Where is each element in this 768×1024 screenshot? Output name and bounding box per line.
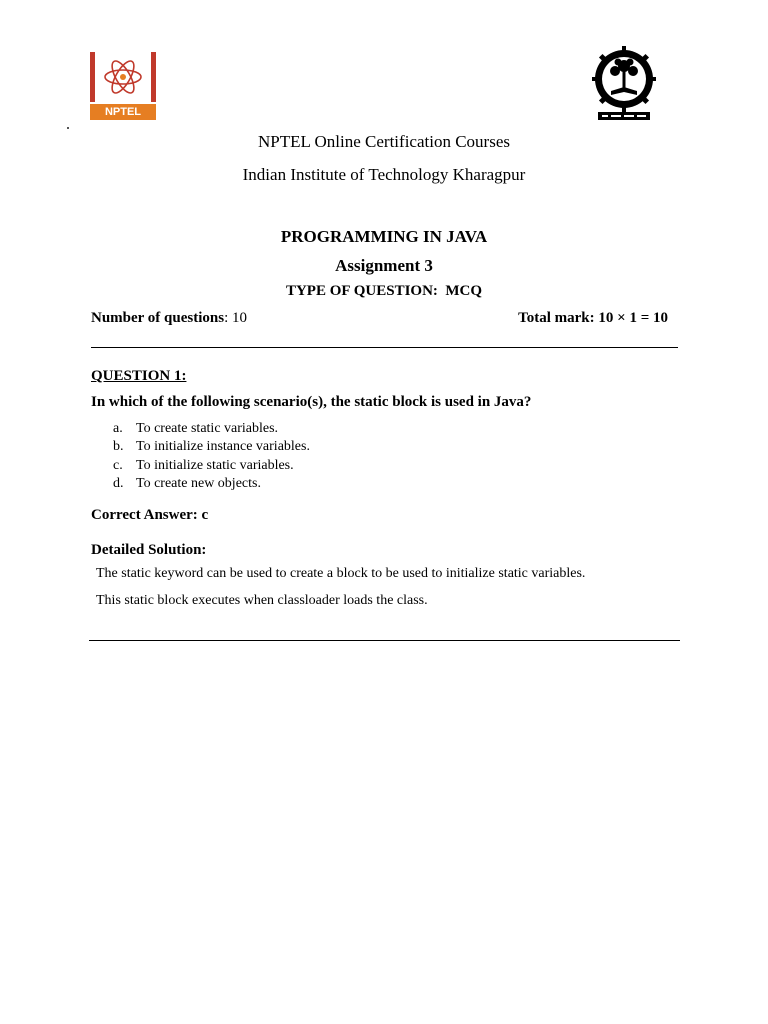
option-text: To create static variables. (136, 421, 279, 436)
option-letter: d. (113, 475, 124, 491)
number-of-questions-value: : 10 (224, 310, 247, 326)
options-list (113, 420, 310, 493)
separator-line (91, 347, 678, 348)
nptel-emblem-icon (99, 54, 147, 100)
solution-heading: Detailed Solution: (91, 542, 207, 558)
assignment-title: Assignment 3 (335, 256, 433, 275)
separator-line (89, 640, 680, 641)
option-letter: b. (113, 439, 124, 455)
option-a (113, 420, 310, 438)
question-text: In which of the following scenario(s), the static block is used in Java? (91, 394, 532, 410)
iit-kharagpur-emblem-icon (592, 46, 656, 122)
option-c (113, 457, 310, 475)
number-of-questions-label: Number of questions (91, 310, 225, 326)
option-letter: c. (113, 457, 123, 473)
question-type: TYPE OF QUESTION: MCQ (285, 283, 483, 299)
solution-text-line: The static keyword can be used to create a block to be used to initialize static variables. (96, 566, 586, 581)
correct-answer: Correct Answer: c (91, 507, 209, 523)
option-text: To create new objects. (136, 475, 261, 491)
solution-text-line: This static block executes when classloader loads the class. (96, 593, 428, 608)
institute-name: Indian Institute of Technology Kharagpur (242, 165, 526, 184)
option-letter: a. (113, 421, 123, 436)
question-label: QUESTION 1: (91, 368, 187, 384)
option-b (113, 438, 310, 456)
logo-bar-right (151, 52, 156, 102)
number-of-questions (91, 310, 247, 327)
total-mark: Total mark: 10 × 1 = 10 (518, 310, 668, 326)
option-d (113, 475, 310, 493)
logo-bar-left (90, 52, 95, 102)
org-name: NPTEL Online Certification Courses (258, 132, 510, 151)
nptel-logo-text: NPTEL (90, 104, 156, 120)
stray-dot (67, 127, 69, 129)
nptel-logo (90, 52, 156, 120)
course-title: PROGRAMMING IN JAVA (280, 227, 488, 246)
option-text: To initialize static variables. (136, 457, 294, 473)
option-text: To initialize instance variables. (136, 439, 310, 455)
